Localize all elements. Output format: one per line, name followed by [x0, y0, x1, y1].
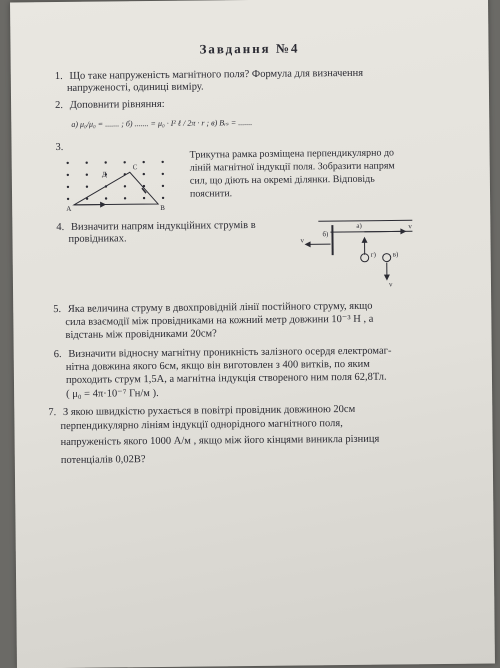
vertex-label-a: А	[66, 205, 71, 213]
velocity-label: v	[300, 236, 304, 244]
side-label-d: Д	[102, 170, 107, 178]
question-text: Визначити відносну магнітну проникність залізного осердя електромаг-	[68, 346, 391, 360]
label-b: б)	[322, 230, 329, 238]
induced-current-diagram	[300, 210, 421, 289]
question-text: Доповнити рівняння:	[70, 99, 165, 111]
question-3-line-1: Трикутна рамка розміщена перпендикулярно до	[190, 146, 395, 161]
question-number: 1.	[55, 70, 67, 83]
question-text: З якою швидкістю рухається в повітрі провідник довжиною 20см	[63, 404, 355, 418]
conductor-line	[318, 220, 412, 221]
vertex-label-b: В	[160, 204, 165, 212]
question-2	[55, 98, 165, 112]
question-7-line-3: напруженість якого 1000 А/м , якщо між його кінцями виникла різниця	[61, 433, 380, 449]
question-7-line-4: потенціалів 0,02В?	[61, 453, 146, 467]
field-dot	[66, 162, 68, 164]
vertex-label-c: С	[133, 163, 138, 171]
worksheet-page	[10, 0, 495, 668]
label-a: а)	[356, 222, 362, 230]
question-number: 3.	[55, 141, 67, 154]
question-1-line-2: напруженості, одиниці виміру.	[67, 80, 204, 94]
label-g: г)	[371, 251, 377, 259]
question-number: 2.	[55, 99, 67, 112]
question-5-line-2: сила взаємодії між провідниками на кожний метр довжини 10⁻³ Н , а	[65, 313, 373, 329]
field-dot	[124, 197, 126, 199]
field-dot	[142, 161, 144, 163]
field-dot	[162, 173, 164, 175]
field-dot	[104, 161, 106, 163]
field-dot	[67, 186, 69, 188]
equations-line: а) μ₀/μ₀ = ....... ; б) ....... = μ₀ · I² ℓ / 2π · r ; в) Bᵣₛ = .......	[71, 118, 252, 129]
question-3-line-4: пояснити.	[190, 187, 232, 200]
field-dot	[105, 197, 107, 199]
arrow-up-icon	[361, 237, 367, 243]
question-number: 6.	[54, 348, 66, 361]
question-6-line-4: ( μ₀ = 4π·10⁻⁷ Гн/м ).	[66, 387, 159, 401]
arrow-head-icon	[100, 202, 106, 208]
conductor-g	[361, 254, 369, 262]
question-number: 5.	[53, 303, 65, 316]
field-dot	[85, 161, 87, 163]
page-title: Завдання №4	[10, 38, 488, 59]
question-6-line-3: проходить струм 1,5А, а магнітна індукція створеного ним поля 62,8Тл.	[66, 371, 387, 387]
question-7-line-2: перпендикулярно лініям індукції однорідного магнітного поля,	[60, 417, 343, 433]
question-3	[55, 141, 67, 154]
label-v: в)	[393, 250, 399, 258]
conductor-v	[383, 254, 391, 262]
velocity-label: v	[389, 281, 393, 289]
triangle-frame-diagram	[60, 156, 181, 212]
question-text: Визначити напрям індукційних струмів в	[71, 220, 256, 233]
question-number: 7.	[48, 406, 60, 419]
question-number: 4.	[56, 221, 68, 234]
field-dot	[143, 173, 145, 175]
field-dot	[162, 197, 164, 199]
arrow-right-icon	[400, 228, 406, 234]
triangle-frame	[74, 172, 158, 205]
question-text: Яка величина струму в двохпровідній лінії постійного струму, якщо	[68, 301, 373, 315]
field-dot	[67, 198, 69, 200]
field-dot	[161, 161, 163, 163]
question-text: Що таке напруженість магнітного поля? Формула для визначення	[69, 68, 363, 82]
arrow-left-icon	[305, 241, 311, 247]
field-dot	[123, 161, 125, 163]
field-dot	[124, 185, 126, 187]
field-dot	[86, 173, 88, 175]
question-3-line-3: сил, що діють на окремі ділянки. Відповідь	[190, 173, 375, 188]
field-dot	[162, 185, 164, 187]
velocity-label: v	[408, 222, 412, 230]
question-5-line-3: відстань між провідниками 20см?	[65, 327, 216, 342]
question-3-line-2: ліній магнітної індукції поля. Зобразити напрям	[190, 159, 395, 174]
field-dot	[143, 197, 145, 199]
field-dot	[67, 174, 69, 176]
question-6-line-2: нітна довжина якого 6см, якщо він виготовлен з 400 витків, по яким	[66, 358, 370, 374]
field-dot	[86, 185, 88, 187]
question-4-line-2: провідниках.	[68, 232, 126, 246]
